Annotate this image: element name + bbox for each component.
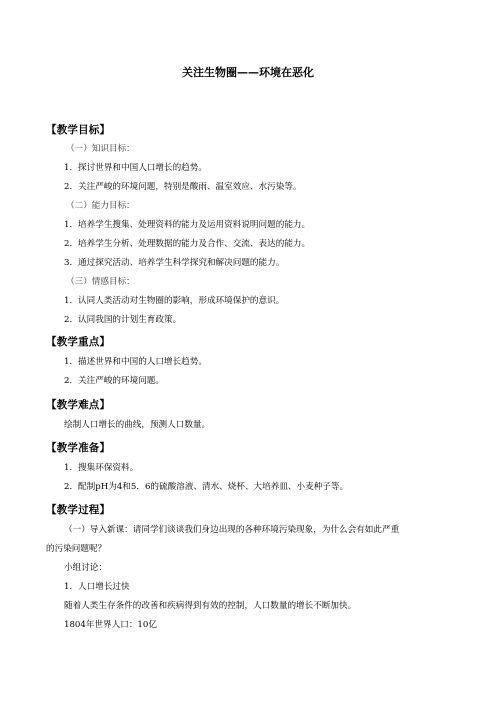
knowledge-objectives-label: （一）知识目标：	[66, 144, 135, 154]
difficulties-heading: 【教学难点】	[46, 399, 111, 411]
key-points-heading: 【教学重点】	[46, 336, 111, 348]
knowledge-item-2: 2．关注严峻的环境问题，特别是酸雨、温室效应、水污染等。	[64, 182, 302, 192]
preparation-item-2: 2．配制pH为4和5．6的硫酸溶液、清水、烧杯、大培养皿、小麦种子等。	[64, 482, 349, 492]
process-point-1: 1．人口增长过快	[64, 582, 130, 592]
process-intro-line-1: （一）导入新课：请同学们谈谈我们身边出现的各种环境污染现象，为什么会有如此严重	[64, 525, 400, 535]
emotion-item-2: 2．认同我国的计划生育政策。	[64, 315, 182, 325]
key-point-1: 1．描述世界和中国的人口增长趋势。	[64, 357, 207, 367]
ability-item-1: 1．培养学生搜集、处理资料的能力及运用资料说明问题的能力。	[64, 220, 311, 230]
population-1804: 1804年世界人口：10亿	[64, 620, 157, 630]
key-point-2: 2．关注严峻的环境问题。	[64, 376, 164, 386]
ability-item-3: 3．通过探究活动、培养学生科学探究和解决问题的能力。	[64, 258, 285, 268]
process-point-1-text: 随着人类生存条件的改善和疾病得到有效的控制，人口数量的增长不断加快。	[64, 601, 357, 611]
objectives-heading: 【教学目标】	[46, 124, 111, 136]
group-discussion-label: 小组讨论：	[64, 563, 107, 573]
document-title: 关注生物圈——环境在恶化	[182, 66, 314, 79]
ability-objectives-label: （二）能力目标：	[66, 201, 135, 211]
preparation-heading: 【教学准备】	[46, 442, 111, 454]
process-heading: 【教学过程】	[46, 504, 111, 516]
emotion-objectives-label: （三）情感目标：	[66, 277, 135, 287]
emotion-item-1: 1．认同人类活动对生物圈的影响，形成环境保护的意识。	[64, 296, 285, 306]
process-intro-line-2: 的污染问题呢？	[46, 544, 107, 554]
knowledge-item-1: 1．探讨世界和中国人口增长的趋势。	[64, 163, 207, 173]
difficulties-text: 绘制人口增长的曲线，预测人口数量。	[64, 420, 211, 430]
ability-item-2: 2．培养学生分析、处理数据的能力及合作、交流、表达的能力。	[64, 239, 311, 249]
preparation-item-1: 1．搜集环保资料。	[64, 463, 139, 473]
